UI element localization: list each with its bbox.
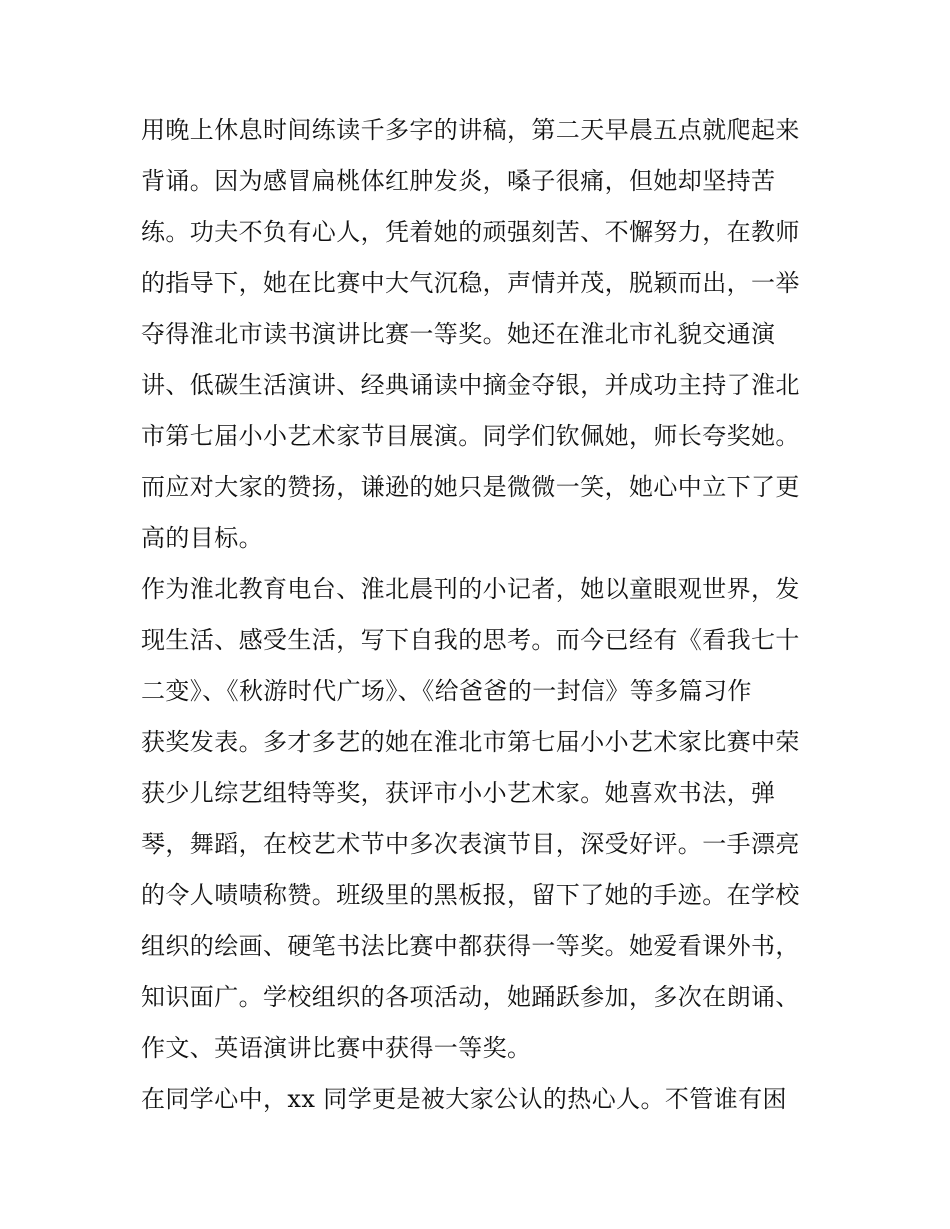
text-line: 夺得淮北市读书演讲比赛一等奖。她还在淮北市礼貌交通演 [141, 320, 776, 348]
text-line: 的指导下，她在比赛中大气沉稳，声情并茂，脱颖而出，一举 [141, 269, 800, 297]
text-line: 讲、低碳生活演讲、经典诵读中摘金夺银，并成功主持了淮北 [141, 371, 800, 399]
text-line: 琴，舞蹈，在校艺术节中多次表演节目，深受好评。一手漂亮 [141, 830, 800, 858]
text-line: 市第七届小小艺术家节目展演。同学们钦佩她，师长夸奖她。 [141, 422, 800, 450]
text-line: 用晚上休息时间练读千多字的讲稿，第二天早晨五点就爬起来 [141, 116, 800, 144]
paragraph [141, 1074, 821, 1125]
text-line: 背诵。因为感冒扁桃体红肿发炎，嗓子很痛，但她却坚持苦 [141, 167, 776, 195]
text-line: 二变》、《秋游时代广场》、《给爸爸的一封信》等多篇习作 [141, 677, 752, 705]
text-line: 获奖发表。多才多艺的她在淮北市第七届小小艺术家比赛中荣 [141, 728, 800, 756]
text-line: 高的目标。 [141, 524, 263, 552]
text-line: 作文、英语演讲比赛中获得一等奖。 [141, 1034, 532, 1062]
text-line: 现生活、感受生活，写下自我的思考。而今已经有《看我七十 [141, 626, 800, 654]
document-body [141, 105, 821, 1125]
paragraph [141, 105, 821, 564]
text-line: 的令人啧啧称赞。班级里的黑板报，留下了她的手迹。在学校 [141, 881, 800, 909]
text-line: 组织的绘画、硬笔书法比赛中都获得一等奖。她爱看课外书， [141, 932, 800, 960]
text-line: 练。功夫不负有心人，凭着她的顽强刻苦、不懈努力，在教师 [141, 218, 800, 246]
text-line: 作为淮北教育电台、淮北晨刊的小记者，她以童眼观世界，发 [141, 575, 800, 603]
text-line: 而应对大家的赞扬，谦逊的她只是微微一笑，她心中立下了更 [141, 473, 800, 501]
paragraph [141, 564, 821, 1074]
text-line: 在同学心中，xx 同学更是被大家公认的热心人。不管谁有困 [141, 1085, 787, 1113]
text-line: 获少儿综艺组特等奖，获评市小小艺术家。她喜欢书法，弹 [141, 779, 776, 807]
text-line: 知识面广。学校组织的各项活动，她踊跃参加，多次在朗诵、 [141, 983, 800, 1011]
